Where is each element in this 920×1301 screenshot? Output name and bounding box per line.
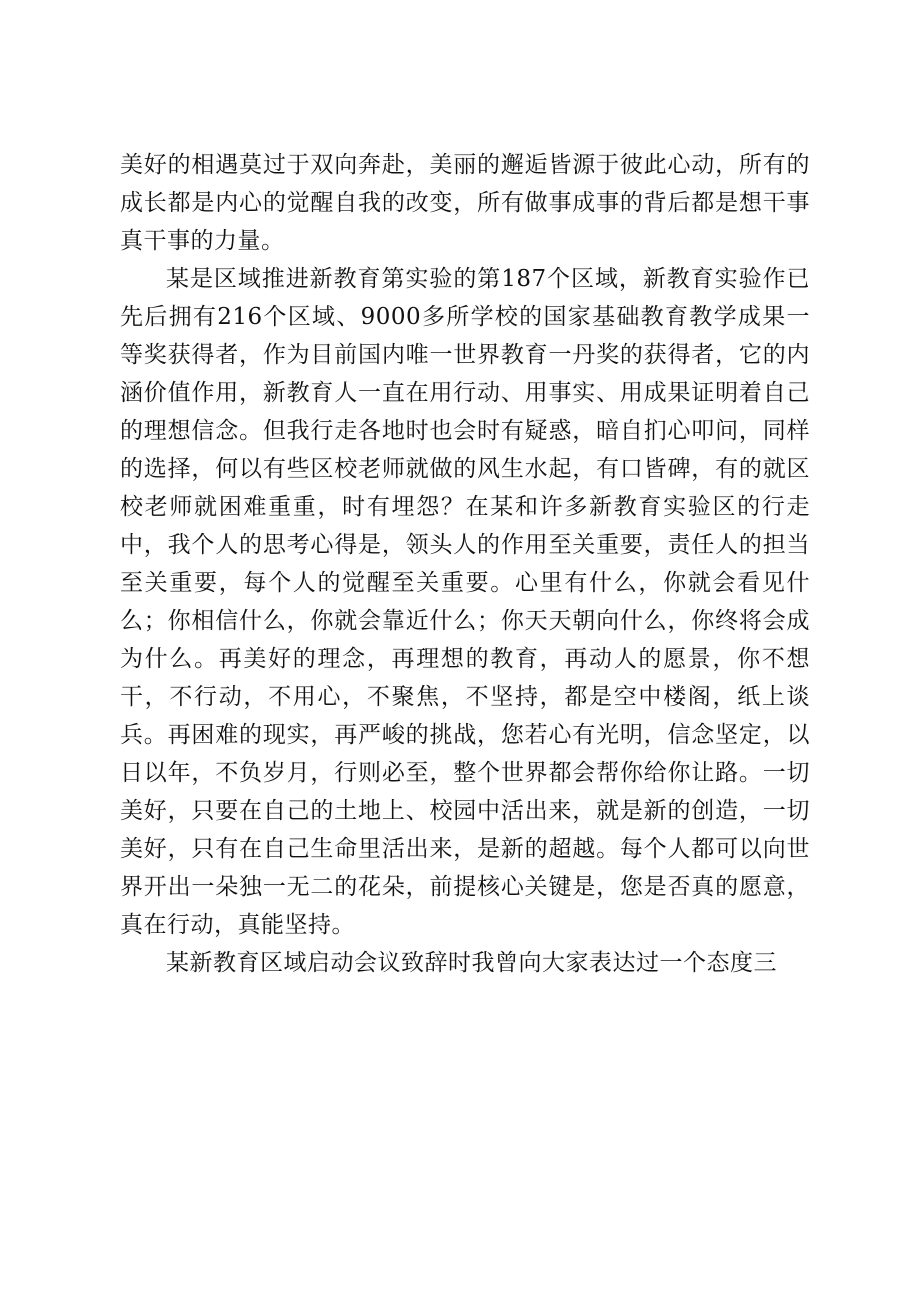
paragraph-2: 某是区域推进新教育第实验的第187个区域，新教育实验作已先后拥有216个区域、9000多所学校的国家基础教育教学成果一等奖获得者，作为目前国内唯一世界教育一丹奖的获得者，它的内涵价值作用，新教育人一直在用行动、用事实、用成果证明着自己的理想信念。但我行走各地时也会时有疑惑，暗自扪心叩问，同样的选择，何以有些区校老师就做的风生水起，有口皆碑，有的就区校老师就困难重重，时有埋怨？在某和许多新教育实验区的行走中，我个人的思考心得是，领头人的作用至关重要，责任人的担当至关重要，每个人的觉醒至关重要。心里有什么，你就会看见什么；你相信什么，你就会靠近什么；你天天朝向什么，你终将会成为什么。再美好的理念，再理想的教育，再动人的愿景，你不想干，不行动，不用心，不聚焦，不坚持，都是空中楼阁，纸上谈兵。再困难的现实，再严峻的挑战，您若心有光明，信念坚定，以日以年，不负岁月，行则必至，整个世界都会帮你给你让路。一切美好，只要在自己的土地上、校园中活出来，就是新的创造，一切美好，只有在自己生命里活出来，是新的超越。每个人都可以向世界开出一朵独一无二的花朵，前提核心关键是，您是否真的愿意，真在行动，真能坚持。 bbox=[120, 266, 810, 938]
paragraph-3: 某新教育区域启动会议致辞时我曾向大家表达过一个态度三 bbox=[166, 950, 777, 976]
paragraph-1: 美好的相遇莫过于双向奔赴，美丽的邂逅皆源于彼此心动，所有的成长都是内心的觉醒自我的改变，所有做事成事的背后都是想干事真干事的力量。 bbox=[120, 152, 810, 254]
document-body bbox=[120, 146, 810, 982]
